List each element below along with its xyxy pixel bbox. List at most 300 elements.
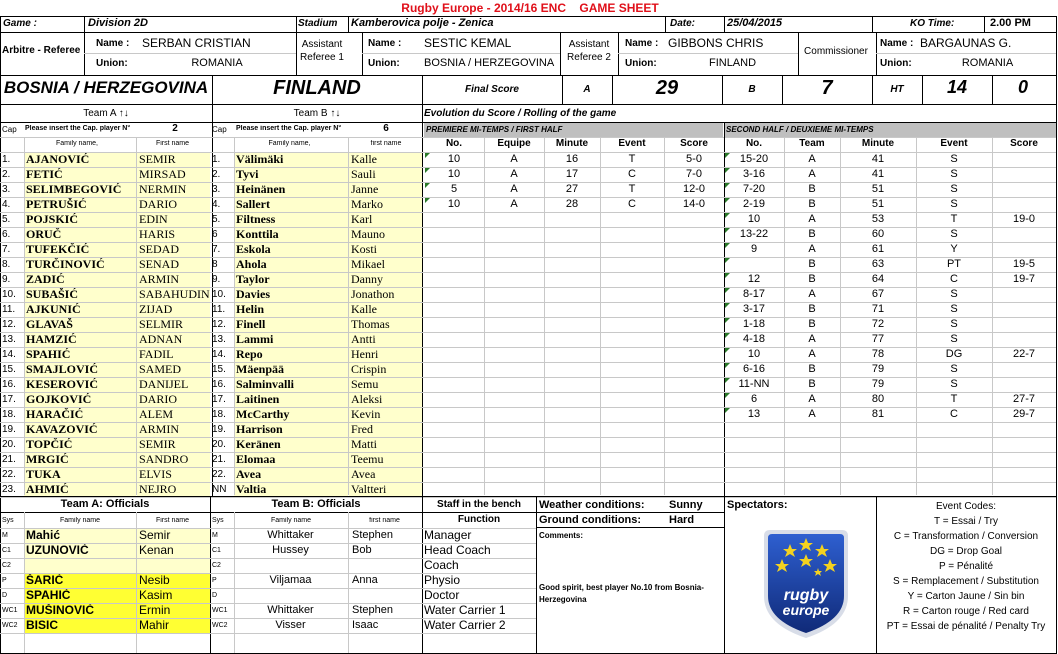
team-b-player-first[interactable]: Matti: [349, 437, 422, 452]
official-a-family[interactable]: Mahić: [24, 528, 136, 543]
team-a-player-family[interactable]: KAVAZOVIĆ: [24, 422, 136, 437]
team-a-player-family[interactable]: PETRUŠIĆ: [24, 197, 136, 212]
team-a-player-first[interactable]: DARIO: [137, 197, 210, 212]
player-number: 20.: [212, 439, 226, 450]
second-half-cell[interactable]: B: [808, 228, 816, 240]
team-b-player-first[interactable]: Kosti: [349, 242, 422, 257]
team-a-player-first[interactable]: SEMIR: [137, 437, 210, 452]
first-half-cell[interactable]: A: [510, 183, 518, 195]
team-b-player-family[interactable]: Välimäki: [234, 152, 348, 167]
team-b-player-family[interactable]: Salminvalli: [234, 377, 348, 392]
team-b-player-family[interactable]: Tyvi: [234, 167, 348, 182]
team-a-player-family[interactable]: ZADIĆ: [24, 272, 136, 287]
second-half-cell[interactable]: [724, 257, 784, 272]
player-number: 17.: [2, 394, 16, 405]
comm-union: ROMANIA: [961, 57, 1014, 69]
grid-line: [0, 152, 422, 153]
team-b-player-first[interactable]: Jonathon: [349, 287, 422, 302]
cap-a-label: Cap: [2, 125, 17, 134]
second-half-cell[interactable]: [992, 242, 1056, 257]
second-half-cell[interactable]: 13: [747, 408, 761, 420]
second-half-cell[interactable]: 29-7: [1012, 408, 1036, 420]
cap-a-value[interactable]: 2: [172, 123, 178, 134]
team-a-player-first[interactable]: SABAHUDIN: [139, 287, 210, 301]
team-a-player-first[interactable]: ARMIN: [137, 272, 210, 287]
second-half-cell[interactable]: 19-0: [1012, 213, 1036, 225]
team-a-player-first[interactable]: ADNAN: [137, 332, 210, 347]
grid-line: [0, 452, 422, 453]
rugby-europe-logo: [760, 524, 852, 642]
team-a-player-family[interactable]: SPAHIĆ: [24, 347, 136, 362]
second-half-cell[interactable]: 27-7: [1012, 393, 1036, 405]
second-half-cell[interactable]: 79: [871, 378, 885, 390]
second-half-cell[interactable]: B: [808, 378, 816, 390]
team-b-player-first[interactable]: Semu: [349, 377, 422, 392]
team-a-player-family[interactable]: ORUČ: [24, 227, 136, 242]
team-a-player-first[interactable]: EDIN: [137, 212, 210, 227]
grid-line: [784, 137, 785, 495]
team-a-player-family[interactable]: AHMIĆ: [24, 482, 136, 497]
second-half-cell[interactable]: 61: [871, 243, 885, 255]
team-b-player-first[interactable]: Thomas: [349, 317, 422, 332]
second-half-cell[interactable]: 8-17: [742, 288, 766, 300]
second-half-cell[interactable]: [992, 182, 1056, 197]
cap-b-instruction: Please insert the Cap. player N°: [236, 125, 342, 132]
team-b-player-family[interactable]: Avea: [234, 467, 348, 482]
grid-line: [234, 137, 235, 495]
second-half-cell[interactable]: B: [808, 273, 816, 285]
second-half-cell[interactable]: A: [808, 288, 816, 300]
first-half-cell[interactable]: 10: [447, 198, 461, 210]
team-a-player-first[interactable]: SENAD: [137, 257, 210, 272]
bench-function: Water Carrier 2: [424, 618, 506, 632]
cell-marker-icon: [725, 303, 730, 308]
team-a-player-family[interactable]: AJKUNIĆ: [24, 302, 136, 317]
team-b-player-family[interactable]: Sallert: [234, 197, 348, 212]
second-half-cell[interactable]: 19-7: [1012, 273, 1036, 285]
official-a-first[interactable]: Kasim: [137, 588, 210, 603]
grid-line: [210, 496, 211, 654]
team-b-player-first[interactable]: Mauno: [349, 227, 422, 242]
second-half-cell[interactable]: C: [950, 273, 958, 285]
second-half-cell[interactable]: B: [808, 183, 816, 195]
second-half-cell[interactable]: C: [950, 408, 958, 420]
second-half-cell[interactable]: B: [808, 363, 816, 375]
official-b-code: P: [212, 577, 217, 584]
official-a-first[interactable]: Mahir: [137, 618, 210, 633]
cap-b-value[interactable]: 6: [383, 123, 389, 134]
second-half-cell[interactable]: 51: [871, 183, 885, 195]
player-number: 3.: [212, 184, 221, 195]
team-b-player-first[interactable]: Kalle: [349, 302, 422, 317]
grid-line: [0, 362, 422, 363]
second-half-cell[interactable]: 13-22: [739, 228, 769, 240]
team-a-player-family[interactable]: TUFEKČIĆ: [24, 242, 136, 257]
team-b-player-first[interactable]: Danny: [349, 272, 422, 287]
player-number: 11.: [212, 304, 226, 315]
second-half-cell[interactable]: 71: [871, 303, 885, 315]
second-half-cell[interactable]: [992, 362, 1056, 377]
official-b-code: D: [212, 592, 218, 599]
second-half-cell[interactable]: S: [950, 333, 958, 345]
second-half-cell[interactable]: [992, 317, 1056, 332]
team-b-player-first[interactable]: Fred: [349, 422, 422, 437]
second-half-col-header: No.: [745, 138, 763, 149]
team-a-player-first[interactable]: ELVIS: [137, 467, 210, 482]
second-half-cell[interactable]: 72: [871, 318, 885, 330]
team-a-player-family[interactable]: FETIĆ: [24, 167, 136, 182]
first-half-cell[interactable]: C: [628, 168, 636, 180]
second-half-cell[interactable]: 81: [871, 408, 885, 420]
second-half-cell[interactable]: [992, 377, 1056, 392]
official-a-first[interactable]: Semir: [137, 528, 210, 543]
team-b-player-first[interactable]: Mikael: [349, 257, 422, 272]
grid-line: [422, 167, 1056, 168]
second-half-cell[interactable]: 63: [871, 258, 885, 270]
team-b-player-family[interactable]: Taylor: [234, 272, 348, 287]
second-half-cell[interactable]: 9: [750, 243, 758, 255]
grid-line: [422, 467, 1056, 468]
second-half-cell[interactable]: 10: [747, 213, 761, 225]
team-a-player-family[interactable]: TUKA: [24, 467, 136, 482]
team-a-player-family[interactable]: AJANOVIĆ: [24, 152, 136, 167]
second-half-cell[interactable]: B: [808, 318, 816, 330]
team-b-player-first[interactable]: Henri: [349, 347, 422, 362]
cell-marker-icon: [725, 393, 730, 398]
first-half-cell[interactable]: 5: [450, 183, 458, 195]
player-number: 20.: [2, 439, 16, 450]
ar1-union-label: Union:: [368, 58, 400, 69]
second-half-cell[interactable]: 80: [871, 393, 885, 405]
team-a-player-family[interactable]: GOJKOVIĆ: [24, 392, 136, 407]
second-half-cell[interactable]: S: [950, 318, 958, 330]
official-b-first[interactable]: [350, 588, 422, 603]
second-half-cell[interactable]: 77: [871, 333, 885, 345]
grid-line: [0, 182, 422, 183]
second-half-cell[interactable]: 6: [750, 393, 758, 405]
official-b-first[interactable]: Anna: [352, 574, 378, 586]
second-half-cell[interactable]: S: [950, 168, 958, 180]
second-half-cell[interactable]: 15-20: [739, 153, 769, 165]
first-half-cell[interactable]: T: [628, 183, 636, 195]
referee-union: ROMANIA: [191, 57, 243, 69]
second-half-cell[interactable]: 7-20: [742, 183, 766, 195]
first-half-cell[interactable]: A: [510, 168, 518, 180]
team-b-player-first[interactable]: Crispin: [349, 362, 422, 377]
second-half-cell[interactable]: A: [808, 348, 816, 360]
second-half-cell[interactable]: 10: [747, 348, 761, 360]
second-half-cell[interactable]: 2-19: [742, 198, 766, 210]
second-half-cell[interactable]: 60: [871, 228, 885, 240]
team-a-player-first[interactable]: HARIS: [137, 227, 210, 242]
second-half-cell[interactable]: S: [950, 183, 958, 195]
team-a-player-family[interactable]: POJSKIĆ: [24, 212, 136, 227]
second-half-cell[interactable]: S: [950, 153, 958, 165]
team-b-player-family[interactable]: Laitinen: [234, 392, 348, 407]
official-b-first[interactable]: [350, 558, 422, 573]
second-half-cell[interactable]: 12: [747, 273, 761, 285]
second-half-cell[interactable]: [992, 302, 1056, 317]
sort-arrows-icon[interactable]: ↑↓: [118, 108, 129, 119]
official-b-family[interactable]: Hussey: [272, 544, 309, 556]
team-b-name: FINLAND: [273, 77, 361, 99]
off-b-family-label: Family name: [270, 517, 312, 524]
team-b-player-family[interactable]: Konttila: [234, 227, 348, 242]
second-half-cell[interactable]: 53: [871, 213, 885, 225]
official-a-first[interactable]: Ermin: [137, 603, 210, 618]
team-b-player-family[interactable]: Mäenpää: [234, 362, 348, 377]
weather-label: Weather conditions:: [539, 499, 645, 511]
grid-line: [0, 377, 422, 378]
team-b-player-family[interactable]: Keränen: [234, 437, 348, 452]
first-half-cell[interactable]: 12-0: [682, 183, 706, 195]
second-half-cell[interactable]: B: [808, 303, 816, 315]
cell-marker-icon: [425, 198, 430, 203]
grid-line: [296, 32, 297, 75]
team-a-player-first[interactable]: ALEM: [137, 407, 210, 422]
team-b-player-family[interactable]: Filtness: [234, 212, 348, 227]
team-a-player-family[interactable]: KESEROVIĆ: [24, 377, 136, 392]
team-b-player-first[interactable]: Karl: [349, 212, 422, 227]
ground-label: Ground conditions:: [539, 514, 642, 526]
team-a-player-first[interactable]: DARIO: [137, 392, 210, 407]
official-b-first[interactable]: Bob: [352, 544, 372, 556]
cell-marker-icon: [725, 348, 730, 353]
official-a-family[interactable]: SPAHIĆ: [24, 588, 136, 603]
first-half-cell[interactable]: 10: [447, 168, 461, 180]
second-half-cell[interactable]: S: [950, 378, 958, 390]
logo-text-top: rugby: [783, 587, 829, 604]
second-half-cell[interactable]: A: [808, 213, 816, 225]
official-b-family[interactable]: [234, 558, 347, 573]
team-b-player-family[interactable]: Valtia: [234, 482, 348, 497]
second-half-cell[interactable]: PT: [946, 258, 962, 270]
team-b-player-family[interactable]: Repo: [234, 347, 348, 362]
first-half-cell[interactable]: A: [510, 198, 518, 210]
team-b-player-family[interactable]: Helin: [234, 302, 348, 317]
official-a-first[interactable]: Nesib: [137, 573, 210, 588]
grid-line: [422, 437, 1056, 438]
official-a-family[interactable]: BISIC: [24, 618, 136, 633]
grid-line: [618, 53, 798, 54]
team-b-player-first[interactable]: Janne: [349, 182, 422, 197]
first-half-cell[interactable]: 28: [565, 198, 579, 210]
team-b-player-first[interactable]: Kalle: [349, 152, 422, 167]
second-half-cell[interactable]: 3-17: [742, 303, 766, 315]
second-half-cell[interactable]: [992, 287, 1056, 302]
first-half-cell[interactable]: 14-0: [682, 198, 706, 210]
team-a-player-first[interactable]: SELMIR: [137, 317, 210, 332]
player-number: NN: [212, 484, 227, 495]
second-half-cell[interactable]: 41: [871, 153, 885, 165]
second-half-cell[interactable]: 3-16: [742, 168, 766, 180]
official-b-family[interactable]: [234, 588, 347, 603]
official-b-family[interactable]: Whittaker: [267, 604, 314, 616]
team-a-player-first[interactable]: MIRSAD: [137, 167, 210, 182]
official-a-family[interactable]: MUŠINOVIĆ: [24, 603, 136, 618]
official-b-family[interactable]: Visser: [275, 619, 306, 631]
referee-union-label: Union:: [96, 58, 128, 69]
team-a-player-first[interactable]: NERMIN: [137, 182, 210, 197]
team-b-player-first[interactable]: Teemu: [349, 452, 422, 467]
second-half-cell[interactable]: Y: [950, 243, 958, 255]
second-half-cell[interactable]: T: [950, 213, 958, 225]
second-half-cell[interactable]: S: [950, 228, 958, 240]
grid-line: [422, 496, 423, 654]
team-a-player-first[interactable]: ZIJAD: [137, 302, 210, 317]
sort-arrows-icon[interactable]: ↑↓: [330, 108, 341, 119]
grid-line: [612, 75, 613, 104]
second-half-cell[interactable]: A: [808, 333, 816, 345]
grid-line: [922, 75, 923, 104]
referee-label: Arbitre - Referee: [2, 45, 81, 56]
first-half-cell[interactable]: 7-0: [686, 168, 702, 180]
bench-function: Coach: [424, 558, 459, 572]
second-half-cell[interactable]: A: [808, 408, 816, 420]
official-b-first[interactable]: Stephen: [352, 604, 393, 616]
second-half-cell[interactable]: 1-18: [742, 318, 766, 330]
team-b-player-first[interactable]: Aleksi: [349, 392, 422, 407]
spectators-label: Spectators:: [727, 499, 788, 511]
second-half-cell[interactable]: 78: [871, 348, 885, 360]
team-a-player-family[interactable]: TURČINOVIĆ: [24, 257, 136, 272]
grid-line: [798, 32, 799, 75]
cell-marker-icon: [425, 153, 430, 158]
grid-line: [0, 317, 422, 318]
team-b-player-family[interactable]: Lammi: [234, 332, 348, 347]
team-a-officials-title: Team A: Officials: [60, 498, 150, 510]
player-number: 5.: [212, 214, 221, 225]
team-a-player-first[interactable]: FADIL: [137, 347, 210, 362]
grid-line: [0, 573, 536, 574]
grid-line: [536, 496, 537, 654]
team-a-player-first[interactable]: NEJRO: [137, 482, 210, 497]
second-half-cell[interactable]: 67: [871, 288, 885, 300]
player-number: 23.: [2, 484, 16, 495]
second-half-cell[interactable]: A: [808, 243, 816, 255]
official-b-first[interactable]: Isaac: [352, 619, 379, 631]
ht-label: HT: [890, 84, 904, 95]
team-a-player-family[interactable]: HAMZIĆ: [24, 332, 136, 347]
second-half-cell[interactable]: A: [808, 393, 816, 405]
team-a-player-first[interactable]: SANDRO: [137, 452, 210, 467]
second-half-cell[interactable]: S: [950, 198, 958, 210]
team-a-player-first[interactable]: SAMED: [137, 362, 210, 377]
event-code-item: DG = Drop Goal: [930, 546, 1002, 557]
team-b-player-first[interactable]: Valtteri: [349, 482, 422, 497]
second-half-cell[interactable]: A: [808, 168, 816, 180]
team-a-player-family[interactable]: TOPČIĆ: [24, 437, 136, 452]
grid-line: [422, 317, 1056, 318]
team-a-player-family[interactable]: GLAVAŠ: [24, 317, 136, 332]
second-half-cell[interactable]: [992, 152, 1056, 167]
second-half-cell[interactable]: 41: [871, 168, 885, 180]
team-a-player-first[interactable]: DANIJEL: [137, 377, 210, 392]
team-b-player-family[interactable]: Eskola: [234, 242, 348, 257]
second-half-cell[interactable]: DG: [945, 348, 963, 360]
team-b-player-first[interactable]: Antti: [349, 332, 422, 347]
second-half-cell[interactable]: [992, 332, 1056, 347]
bench-function: Doctor: [424, 588, 460, 602]
team-a-player-first[interactable]: SEMIR: [137, 152, 210, 167]
ar2-union-label: Union:: [625, 58, 657, 69]
first-half-cell[interactable]: 17: [565, 168, 579, 180]
second-half-cell[interactable]: S: [950, 303, 958, 315]
official-b-family[interactable]: Viljamaa: [269, 574, 312, 586]
second-half-cell[interactable]: 4-18: [742, 333, 766, 345]
second-half-cell[interactable]: 19-5: [1012, 258, 1036, 270]
second-half-cell[interactable]: [992, 227, 1056, 242]
second-half-cell[interactable]: A: [808, 153, 816, 165]
event-code-item: C = Transformation / Conversion: [893, 531, 1039, 542]
first-half-cell[interactable]: 27: [565, 183, 579, 195]
first-half-cell[interactable]: T: [628, 153, 636, 165]
second-half-cell[interactable]: 6-16: [742, 363, 766, 375]
official-a-first[interactable]: [137, 558, 210, 573]
team-b-player-family[interactable]: Elomaa: [234, 452, 348, 467]
official-a-family[interactable]: UZUNOVIĆ: [24, 543, 136, 558]
team-a-player-family[interactable]: MRGIĆ: [24, 452, 136, 467]
team-a-player-family[interactable]: SMAJLOVIĆ: [24, 362, 136, 377]
official-a-first[interactable]: Kenan: [137, 543, 210, 558]
team-a-player-first[interactable]: ARMIN: [137, 422, 210, 437]
team-b-player-first[interactable]: Kevin: [349, 407, 422, 422]
official-a-family[interactable]: ŠARIĆ: [24, 573, 136, 588]
first-half-cell[interactable]: C: [628, 198, 636, 210]
team-b-player-family[interactable]: McCarthy: [234, 407, 348, 422]
first-half-cell[interactable]: 10: [447, 153, 461, 165]
cell-marker-icon: [725, 378, 730, 383]
player-number: 11.: [2, 304, 16, 315]
team-b-player-family[interactable]: Davies: [234, 287, 348, 302]
second-half-cell[interactable]: T: [950, 393, 958, 405]
second-half-cell[interactable]: S: [950, 363, 958, 375]
team-a-player-family[interactable]: SELIMBEGOVIĆ: [24, 182, 136, 197]
second-half-cell[interactable]: S: [950, 288, 958, 300]
team-b-player-first[interactable]: Marko: [349, 197, 422, 212]
team-b-player-first[interactable]: Sauli: [349, 167, 422, 182]
second-half-cell[interactable]: 64: [871, 273, 885, 285]
bench-function: Manager: [424, 528, 472, 542]
second-half-cell[interactable]: B: [808, 258, 816, 270]
first-half-cell[interactable]: 16: [565, 153, 579, 165]
first-half-cell[interactable]: A: [510, 153, 518, 165]
team-b-first-label: first name: [370, 140, 402, 147]
team-b-player-family[interactable]: Finell: [234, 317, 348, 332]
team-b-player-family[interactable]: Heinänen: [234, 182, 348, 197]
first-half-cell[interactable]: 5-0: [686, 153, 702, 165]
second-half-cell[interactable]: 51: [871, 198, 885, 210]
official-b-first[interactable]: Stephen: [352, 529, 393, 541]
official-a-family[interactable]: [24, 558, 136, 573]
team-b-player-family[interactable]: Ahola: [234, 257, 348, 272]
comments-value[interactable]: Good spirit, best player No.10 from Bosnia-Herzegovina: [539, 583, 704, 604]
team-b-player-first[interactable]: Avea: [349, 467, 422, 482]
second-half-cell[interactable]: 79: [871, 363, 885, 375]
team-a-player-family[interactable]: HARAČIĆ: [24, 407, 136, 422]
second-half-cell[interactable]: [992, 167, 1056, 182]
second-half-cell[interactable]: B: [808, 198, 816, 210]
team-a-player-family[interactable]: SUBAŠIĆ: [24, 287, 136, 302]
second-half-cell[interactable]: 22-7: [1012, 348, 1036, 360]
official-b-family[interactable]: Whittaker: [267, 529, 314, 541]
grid-line: [484, 137, 485, 495]
second-half-cell[interactable]: 11-NN: [738, 378, 770, 390]
grid-line: [0, 302, 422, 303]
second-half-cell[interactable]: [992, 197, 1056, 212]
team-b-player-family[interactable]: Harrison: [234, 422, 348, 437]
team-a-player-first[interactable]: SEDAD: [137, 242, 210, 257]
